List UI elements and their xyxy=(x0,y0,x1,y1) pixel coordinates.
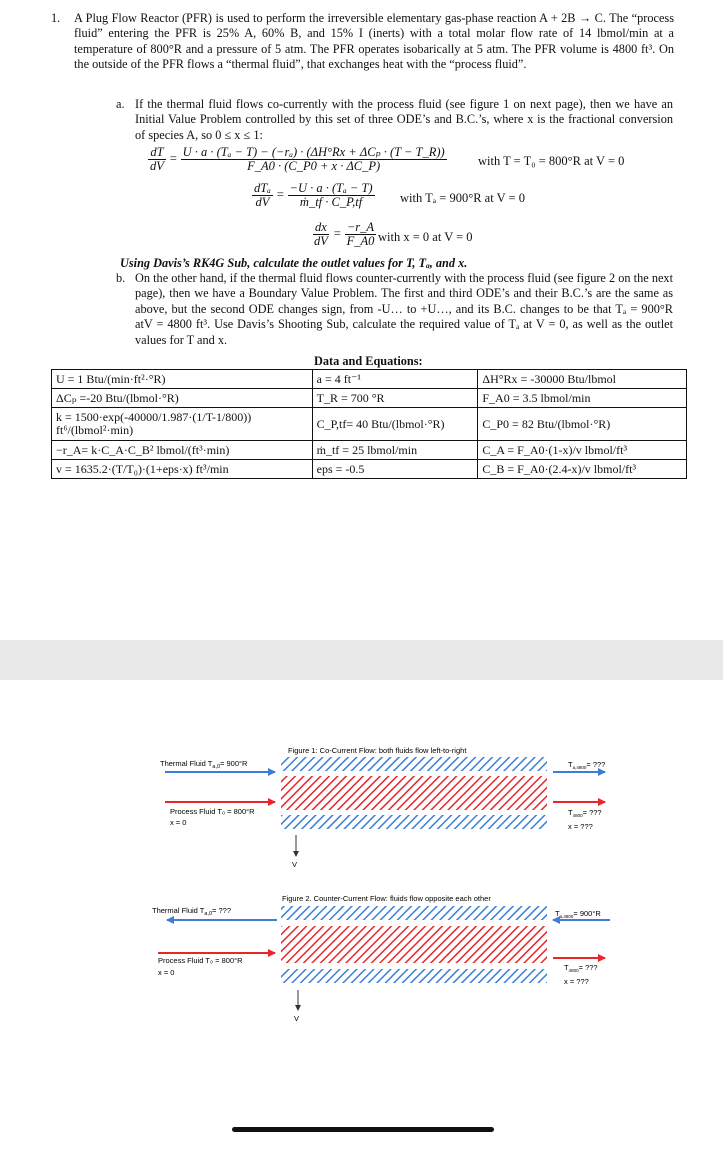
equation-2: $\frac{\text{dTₐ}}{dV}$ = $\frac{\text{−U · a · (Tₐ − T)}}{\text{ṁ\_tf · C\_P,tf}}$ xyxy=(254,181,373,209)
thermal-channel-top xyxy=(281,906,547,920)
equation-1: $\frac{dT}{dV}$ = $\frac{\text{U · a · (Tₐ − T) − (−rₐ) · (ΔH°Rx + ΔCₚ · (T − T\_R))}}{F\_A0 \cdot (C\_P0 + x \cdot \Delta C\_P)}$ xyxy=(150,145,445,173)
eq3-boundary: with x = 0 at V = 0 xyxy=(378,230,473,244)
problem-number: 1. xyxy=(51,11,61,25)
table-row xyxy=(52,370,687,389)
fig2-volume-label: V xyxy=(294,1014,300,1023)
fig1-process-inlet-x: x = 0 xyxy=(170,818,187,827)
figure-2-title: Figure 2. Counter-Current Flow: fluids flow opposite each other xyxy=(282,894,491,903)
table-cell: T_R = 700 °R xyxy=(312,389,478,408)
table-cell: ΔH°Rx = -30000 Btu/lbmol xyxy=(478,370,687,389)
home-indicator[interactable] xyxy=(232,1127,494,1132)
part-a-text: If the thermal fluid flows co-currently with the process fluid (see figure 1 on next page), then we have an Initial Value Problem controlled by this set of three ODE’s and B.C.’s, where x is the fractional conversion of species A, so 0 ≤ x ≤ 1: xyxy=(135,97,673,142)
figure-2 xyxy=(152,894,610,1023)
thermal-channel-top xyxy=(281,757,547,771)
fig1-thermal-outlet-label: $T_{a,4800}=$ ??? xyxy=(568,760,606,770)
eq2-den: ṁ_tf · C_P,tf xyxy=(299,195,363,209)
table-cell: U = 1 Btu/(min·ft²·°R) xyxy=(52,370,313,389)
reactor-core xyxy=(281,926,547,963)
fig2-thermal-outlet-label: Thermal Fluid $T_{a,0}=$ ??? xyxy=(152,906,232,917)
table-cell: −r_A= k·C_A·C_B² lbmol/(ft³·min) xyxy=(52,441,313,460)
table-cell: k = 1500·exp(-40000/1.987·(1/T-1/800)) ft⁶/(lbmol²·min) xyxy=(52,408,313,441)
table-cell: C_P,tf= 40 Btu/(lbmol·°R) xyxy=(312,408,478,441)
thermal-channel-bottom xyxy=(281,815,547,829)
problem-intro: A Plug Flow Reactor (PFR) is used to perform the irreversible elementary gas-phase reaction A + 2B → C. The “process fluid” entering the PFR is 25% A, 60% B, and 15% I (inerts) with a total molar flow rate of 14 lbmol/min at a temperature of 800°R and a pressure of 5 atm. The PFR operates isobarically at 5 atm. The PFR volume is 4800 ft³. On the outside of the PFR flows a “thermal fluid”, that exchanges heat with the “process fluid”. xyxy=(74,11,674,72)
table-row xyxy=(52,441,687,460)
document-page-2 xyxy=(0,680,723,1151)
table-cell: ṁ_tf = 25 lbmol/min xyxy=(312,441,478,460)
reactor-core xyxy=(281,776,547,810)
part-a-task: Using Davis’s RK4G Sub, calculate the outlet values for T, Tₐ, and x. xyxy=(120,256,468,270)
thermal-channel-bottom xyxy=(281,969,547,983)
table-cell: C_B = F_A0·(2.4-x)/v lbmol/ft³ xyxy=(478,460,687,479)
fig1-thermal-inlet-label: Thermal Fluid $T_{a,0}= 900^\circ R$ xyxy=(160,759,248,770)
data-table xyxy=(51,369,687,479)
eq1-lhs-den: dV xyxy=(150,159,164,173)
table-cell: v = 1635.2·(T/T₀)·(1+eps·x) ft³/min xyxy=(52,460,313,479)
table-row xyxy=(52,408,687,441)
eq3-num: −r_A xyxy=(346,220,375,234)
eq3-lhs-den: dV xyxy=(314,234,328,248)
fig1-volume-label: V xyxy=(292,860,298,869)
table-cell: C_P0 = 82 Btu/(lbmol·°R) xyxy=(478,408,687,441)
table-row xyxy=(52,460,687,479)
eq2-lhs-den: dV xyxy=(255,195,270,209)
eq3-den: F_A0 xyxy=(346,234,375,248)
fig1-process-inlet-label: Process Fluid T₀ = 800°R xyxy=(170,807,255,816)
eq3-lhs-num: dx xyxy=(315,220,327,234)
part-b-label: b. xyxy=(116,271,126,285)
table-cell: ΔCₚ =-20 Btu/(lbmol·°R) xyxy=(52,389,313,408)
eq2-boundary: with Tₐ = 900°R at V = 0 xyxy=(400,191,525,205)
eq1-lhs-num: dT xyxy=(150,145,164,159)
eq2-num: −U · a · (Tₐ − T) xyxy=(289,181,373,195)
eq1-den: F_A0 · (C_P0 + x · ΔC_P) xyxy=(247,159,381,173)
fig2-process-inlet-x: x = 0 xyxy=(158,968,175,977)
figures-canvas xyxy=(0,680,723,1151)
eq2-lhs-num: dTₐ xyxy=(254,181,271,195)
figure-1-title: Figure 1: Co-Current Flow: both fluids flow left-to-right xyxy=(288,746,467,755)
table-cell: F_A0 = 3.5 lbmol/min xyxy=(478,389,687,408)
equation-3: $\frac{dx}{dV}$ = $\frac{-r\_A}{F\_A0}$ xyxy=(314,220,375,248)
table-cell: a = 4 ft⁻¹ xyxy=(312,370,478,389)
fig2-process-outlet-x: x = ??? xyxy=(564,977,589,986)
fig2-thermal-inlet-label: $T_{a,4800}= 900^\circ R$ xyxy=(555,909,601,919)
part-b-text: On the other hand, if the thermal fluid flows counter-currently with the process fluid (see figure 2 on the next page), then we have a Boundary Value Problem. The first and third ODE’s and their B.C.’s are the same as above, but the second ODE changes sign, from -U… to +U…, and its B.C. changes to be that Tₐ = 900°R atV = 4800 ft³. Use Davis’s Shooting Sub, calculate the required value of Tₐ at V = 0, as well as the outlet values for T and x. xyxy=(135,271,673,347)
table-cell: eps = -0.5 xyxy=(312,460,478,479)
fig1-process-outlet-x: x = ??? xyxy=(568,822,593,831)
fig1-process-outlet-label: $T_{4800}=$ ??? xyxy=(568,808,602,818)
eq1-num: U · a · (Tₐ − T) − (−rₐ) · (ΔH°Rx + ΔCₚ · (T − T_R)) xyxy=(182,145,445,159)
fig2-process-outlet-label: $T_{4800}=$ ??? xyxy=(564,963,598,973)
table-row xyxy=(52,389,687,408)
figure-1 xyxy=(160,746,605,869)
part-a-label: a. xyxy=(116,97,125,111)
table-caption: Data and Equations: xyxy=(314,354,423,368)
eq1-boundary: with T = T₀ = 800°R at V = 0 xyxy=(478,154,625,168)
fig2-process-inlet-label: Process Fluid T₀ = 800°R xyxy=(158,956,243,965)
table-cell: C_A = F_A0·(1-x)/v lbmol/ft³ xyxy=(478,441,687,460)
page-gap xyxy=(0,640,723,680)
